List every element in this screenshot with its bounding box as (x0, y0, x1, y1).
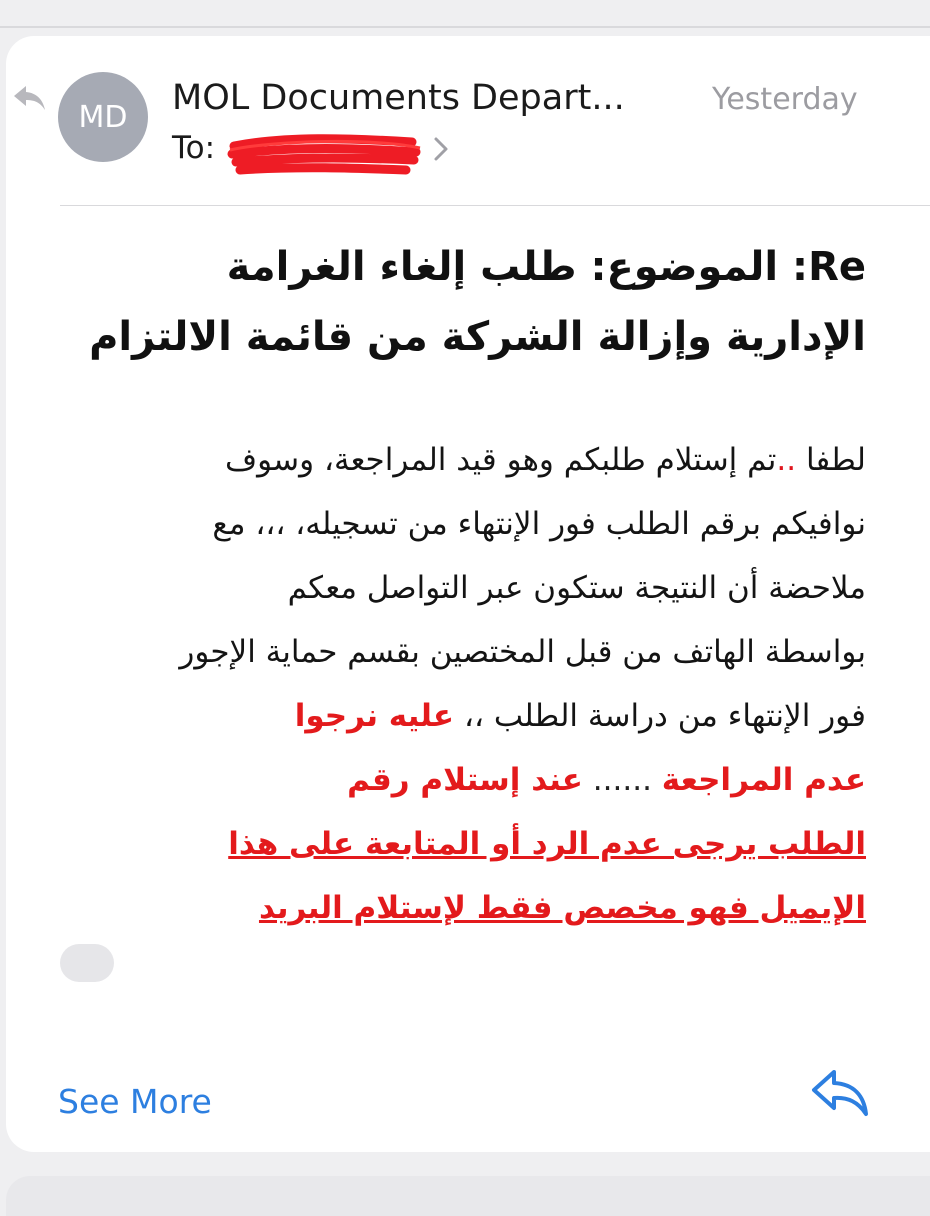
body-line-3: ملاحضة أن النتيجة ستكون عبر التواصل معكم (287, 570, 866, 606)
redaction-scribble (226, 126, 426, 180)
body-line-6-dots: ...... (582, 762, 662, 798)
body-line-5 (40, 684, 866, 748)
to-label: To: (172, 130, 216, 166)
timestamp: Yesterday (712, 82, 858, 117)
body-line-1-dots: .. (776, 442, 797, 478)
chevron-right-icon[interactable] (430, 134, 452, 164)
sender-name[interactable]: MOL Documents Depart... (172, 78, 625, 118)
next-email-card[interactable] (6, 1176, 930, 1216)
body-line-5-plain: فور الإنتهاء من دراسة الطلب ،، (454, 698, 866, 734)
body-line-6-warning-b: عند إستلام رقم (347, 762, 583, 798)
subject-line-1: Re: الموضوع: طلب إلغاء الغرامة (226, 244, 866, 290)
email-subject (40, 232, 866, 372)
quoted-text-toggle[interactable] (60, 944, 114, 982)
body-line-1 (40, 428, 866, 492)
top-divider (0, 26, 930, 28)
body-line-1-prefix: لطفا (805, 442, 866, 478)
body-line-8: الإيميل فهو مخصص فقط لإستلام البريد (258, 890, 866, 926)
body-line-5-warning: عليه نرجوا (294, 698, 455, 734)
avatar[interactable]: MD (58, 72, 148, 162)
body-line-1-rest: تم إستلام طلبكم وهو قيد المراجعة، وسوف (225, 442, 777, 478)
reply-icon[interactable] (808, 1064, 872, 1120)
body-line-2: نوافيكم برقم الطلب فور الإنتهاء من تسجيله، ،،، مع (212, 506, 866, 542)
email-body (40, 428, 866, 940)
see-more-link[interactable]: See More (58, 1082, 212, 1121)
body-line-7: الطلب يرجى عدم الرد أو المتابعة على هذا (228, 826, 866, 862)
subject-line-2: الإدارية وإزالة الشركة من قائمة الالتزام (89, 314, 866, 360)
header-separator (60, 205, 930, 206)
replied-indicator-icon (10, 80, 50, 116)
body-line-6 (40, 748, 866, 812)
body-line-4: بواسطة الهاتف من قبل المختصين بقسم حماية الإجور (179, 634, 866, 670)
body-line-6-warning-a: عدم المراجعة (661, 762, 866, 798)
